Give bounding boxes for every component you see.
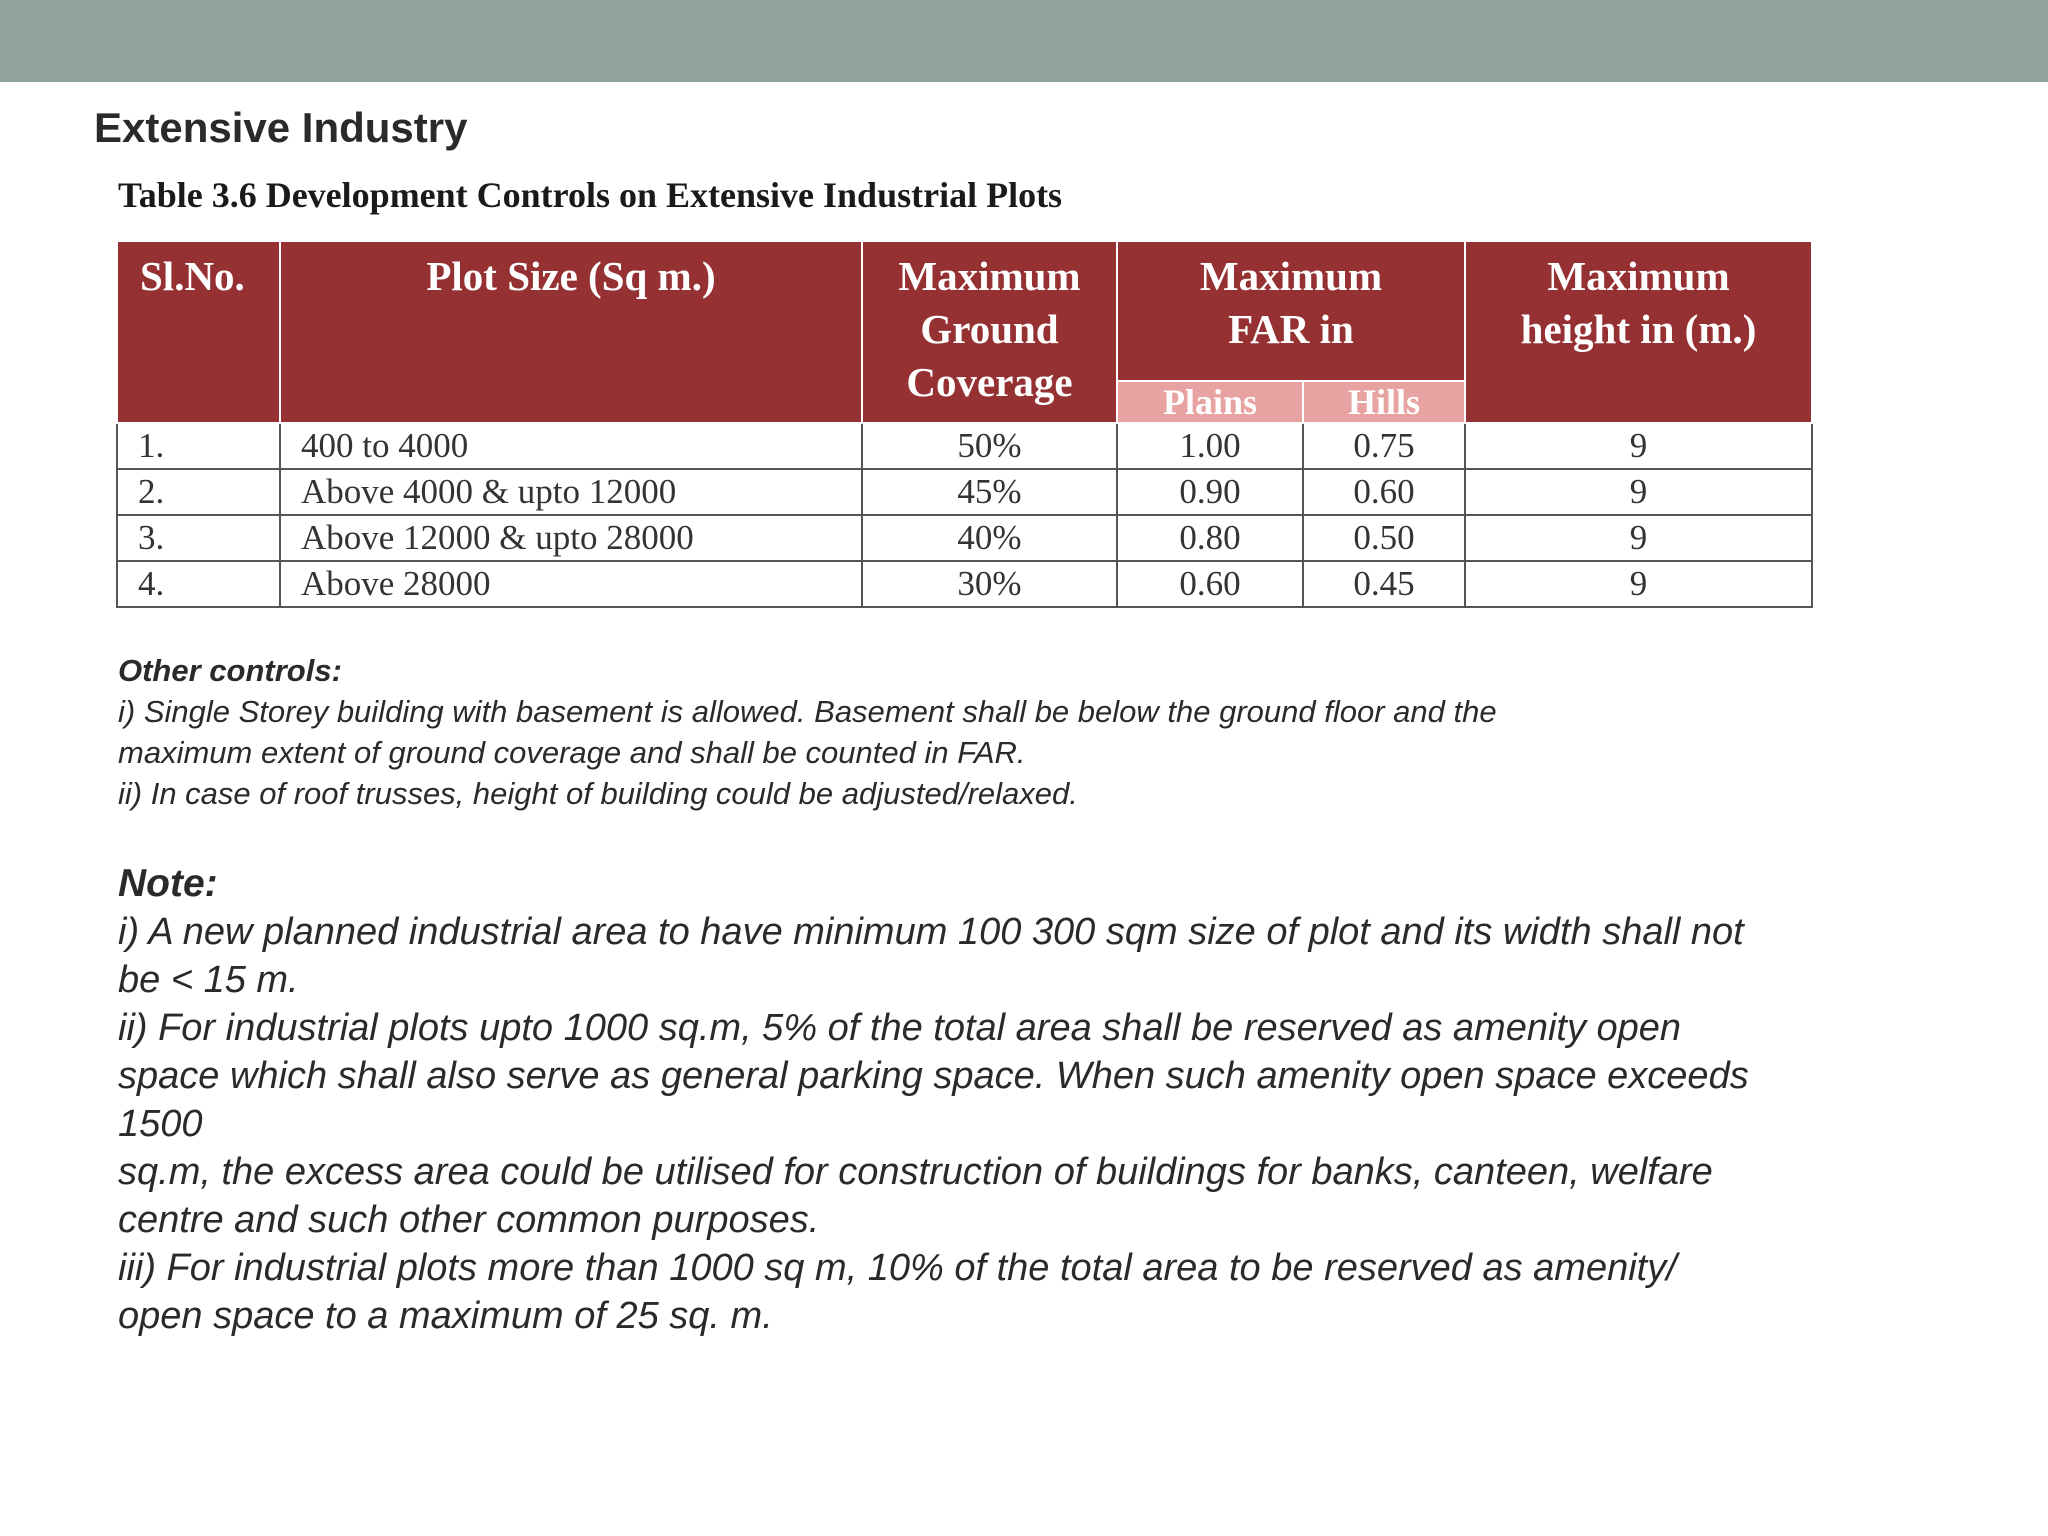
table-header-row — [117, 241, 1812, 381]
cell-far-hills: 0.60 — [1303, 469, 1465, 515]
cell-height: 9 — [1465, 423, 1812, 469]
cell-sl-no: 3. — [117, 515, 280, 561]
cell-plot-size: 400 to 4000 — [280, 423, 862, 469]
header-ground-coverage-line-1: Maximum — [898, 253, 1081, 299]
cell-far-hills: 0.50 — [1303, 515, 1465, 561]
header-plot-size: Plot Size (Sq m.) — [280, 241, 862, 423]
cell-far-hills: 0.45 — [1303, 561, 1465, 607]
cell-height: 9 — [1465, 469, 1812, 515]
other-controls-line: ii) In case of roof trusses, height of building could be adjusted/relaxed. — [118, 776, 1078, 811]
cell-far-plains: 0.80 — [1117, 515, 1303, 561]
cell-sl-no: 1. — [117, 423, 280, 469]
cell-ground-coverage: 40% — [862, 515, 1117, 561]
header-sl-no: Sl.No. — [117, 241, 280, 423]
table-row — [117, 469, 1812, 515]
note-heading: Note: — [118, 862, 218, 905]
note-line: iii) For industrial plots more than 1000 sq m, 10% of the total area to be reserved as amenity/ — [118, 1247, 1677, 1289]
top-band — [0, 0, 2048, 82]
cell-far-plains: 0.60 — [1117, 561, 1303, 607]
development-controls-table — [116, 240, 1813, 608]
header-far-plains: Plains — [1117, 381, 1303, 423]
cell-ground-coverage: 50% — [862, 423, 1117, 469]
cell-sl-no: 4. — [117, 561, 280, 607]
other-controls-section — [118, 650, 1768, 814]
note-line: sq.m, the excess area could be utilised for construction of buildings for banks, canteen, welfare — [118, 1151, 1713, 1193]
other-controls-line: i) Single Storey building with basement is allowed. Basement shall be below the ground floor and the — [118, 694, 1497, 729]
header-height-line-1: Maximum — [1547, 253, 1730, 299]
note-line: ii) For industrial plots upto 1000 sq.m, 5% of the total area shall be reserved as amenity open — [118, 1007, 1682, 1049]
header-far-hills: Hills — [1303, 381, 1465, 423]
header-height-line-2: height in (m.) — [1520, 306, 1757, 352]
header-height — [1465, 241, 1812, 423]
header-ground-coverage — [862, 241, 1117, 423]
note-line: i) A new planned industrial area to have minimum 100 300 sqm size of plot and its width shall not — [118, 911, 1744, 953]
note-section — [118, 860, 1838, 1340]
cell-height: 9 — [1465, 515, 1812, 561]
other-controls-heading: Other controls: — [118, 653, 342, 688]
cell-ground-coverage: 45% — [862, 469, 1117, 515]
cell-sl-no: 2. — [117, 469, 280, 515]
cell-plot-size: Above 12000 & upto 28000 — [280, 515, 862, 561]
cell-far-plains: 1.00 — [1117, 423, 1303, 469]
cell-plot-size: Above 28000 — [280, 561, 862, 607]
other-controls-line: maximum extent of ground coverage and shall be counted in FAR. — [118, 735, 1026, 770]
cell-height: 9 — [1465, 561, 1812, 607]
slide-title: Extensive Industry — [94, 104, 468, 151]
header-far-line-2: FAR in — [1228, 306, 1354, 352]
note-line: be < 15 m. — [118, 959, 299, 1001]
cell-far-plains: 0.90 — [1117, 469, 1303, 515]
cell-plot-size: Above 4000 & upto 12000 — [280, 469, 862, 515]
table-row — [117, 561, 1812, 607]
note-line: centre and such other common purposes. — [118, 1199, 820, 1241]
note-line: space which shall also serve as general parking space. When such amenity open space exceeds — [118, 1055, 1749, 1097]
note-line: 1500 — [118, 1103, 203, 1145]
header-far-line-1: Maximum — [1199, 253, 1383, 299]
cell-far-hills: 0.75 — [1303, 423, 1465, 469]
header-ground-coverage-line-2: Ground — [920, 306, 1059, 352]
cell-ground-coverage: 30% — [862, 561, 1117, 607]
table-row — [117, 515, 1812, 561]
table-row — [117, 423, 1812, 469]
table-caption: Table 3.6 Development Controls on Extensive Industrial Plots — [118, 175, 1063, 215]
header-far — [1117, 241, 1465, 381]
header-ground-coverage-line-3: Coverage — [906, 359, 1073, 405]
note-line: open space to a maximum of 25 sq. m. — [118, 1295, 773, 1337]
